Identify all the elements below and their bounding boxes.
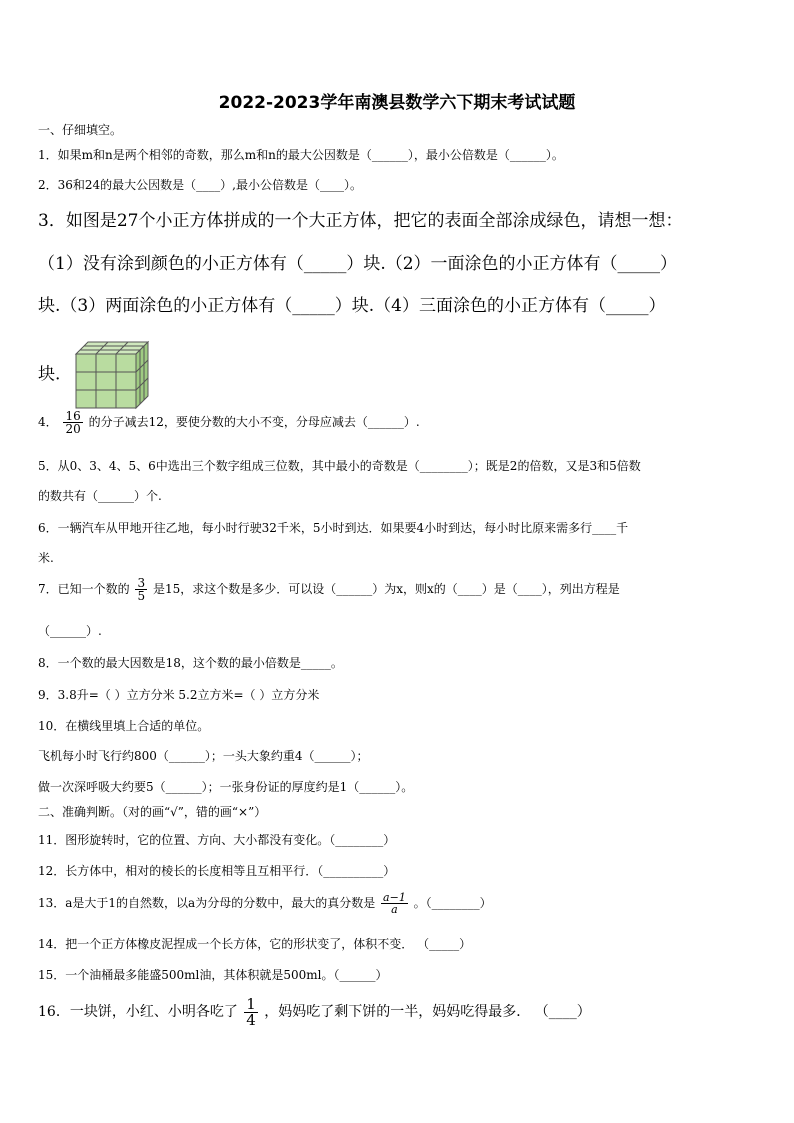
fraction-numerator: 3 <box>137 576 146 590</box>
question-14: 14．把一个正方体橡皮泥捏成一个长方体，它的形状变了，体积不变． （_____） <box>38 937 472 951</box>
question-5-line1: 5．从0、3、4、5、6中选出三个数字组成三位数，其中最小的奇数是（________）；既是2的倍数，又是3和5倍数 <box>38 459 641 473</box>
question-4-text: 的分子减去12，要使分数的大小不变，分母应减去（______）. <box>88 415 420 429</box>
fraction-numerator: a−1 <box>383 891 406 904</box>
fraction-a-minus-1-over-a <box>381 892 408 915</box>
question-10-line2: 飞机每小时飞行约800（______）；一头大象约重4（______）； <box>38 749 369 763</box>
section-heading-judge: 二、准确判断。（对的画“√”，错的画“×”） <box>38 805 267 819</box>
question-2: 2．36和24的最大公因数是（____）,最小公倍数是（____）。 <box>38 178 362 192</box>
question-7-line2: （______）. <box>38 624 102 638</box>
question-3-line3: 块.（3）两面涂色的小正方体有（_____）块.（4）三面涂色的小正方体有（_____） <box>38 296 666 316</box>
fraction-numerator: 1 <box>246 994 256 1013</box>
question-13 <box>38 892 492 915</box>
question-6-line1: 6．一辆汽车从甲地开往乙地，每小时行驶32千米，5小时到达．如果要4小时到达，每小时比原来需多行____千 <box>38 521 629 535</box>
cube-figure <box>72 340 150 410</box>
question-8: 8．一个数的最大因数是18，这个数的最小倍数是_____。 <box>38 656 343 670</box>
question-16-post: ，妈妈吃了剩下饼的一半，妈妈吃得最多． （____） <box>264 1004 591 1020</box>
question-12: 12．长方体中，相对的棱长的长度相等且互相平行．（__________） <box>38 864 396 878</box>
question-13-pre: 13．a是大于1的自然数，以a为分母的分数中，最大的真分数是 <box>38 896 376 910</box>
question-4-number: 4． <box>38 415 58 429</box>
question-16 <box>38 994 591 1030</box>
question-3-line1: 3．如图是27个小正方体拼成的一个大正方体，把它的表面全部涂成绿色，请想一想： <box>38 211 683 231</box>
question-3-line2: （1）没有涂到颜色的小正方体有（_____）块.（2）一面涂色的小正方体有（_____） <box>38 254 678 274</box>
question-7-pre: 7．已知一个数的 <box>38 582 130 596</box>
question-15: 15．一个油桶最多能盛500ml油，其体积就是500ml。（______） <box>38 968 388 982</box>
question-10-line3: 做一次深呼吸大约要5（______）；一张身份证的厚度约是1（______）。 <box>38 780 414 794</box>
fraction-1-4 <box>244 994 258 1029</box>
question-16-pre: 16．一块饼，小红、小明各吃了 <box>38 1004 238 1020</box>
fraction-16-20 <box>63 410 82 435</box>
question-7-post: 是15，求这个数是多少．可以设（______）为x，则x的（____）是（____），列出方程是 <box>152 582 620 596</box>
question-5-line2: 的数共有（______）个. <box>38 489 162 503</box>
question-4 <box>38 410 420 435</box>
fraction-denominator: 4 <box>246 1010 256 1029</box>
page-title: 2022-2023学年南澳县数学六下期末考试试题 <box>218 93 576 113</box>
question-13-post: 。（________） <box>413 896 492 910</box>
question-10-line1: 10．在横线里填上合适的单位。 <box>38 719 210 733</box>
fraction-denominator: 5 <box>137 589 146 603</box>
section-heading-fill: 一、仔细填空。 <box>38 123 123 137</box>
question-1: 1．如果m和n是两个相邻的奇数，那么m和n的最大公因数是（______），最小公倍数是（______）。 <box>38 148 564 162</box>
question-3-line4 <box>38 340 150 410</box>
question-11: 11．图形旋转时，它的位置、方向、大小都没有变化。（________） <box>38 833 396 847</box>
question-7-line1 <box>38 577 620 602</box>
question-3-tail: 块. <box>38 364 61 385</box>
fraction-denominator: 20 <box>65 422 81 436</box>
question-9: 9．3.8升=（ ）立方分米 5.2立方米=（ ）立方分米 <box>38 688 320 702</box>
question-6-line2: 米. <box>38 551 54 565</box>
fraction-numerator: 16 <box>65 409 81 423</box>
fraction-3-5 <box>135 577 147 602</box>
fraction-denominator: a <box>391 903 398 916</box>
